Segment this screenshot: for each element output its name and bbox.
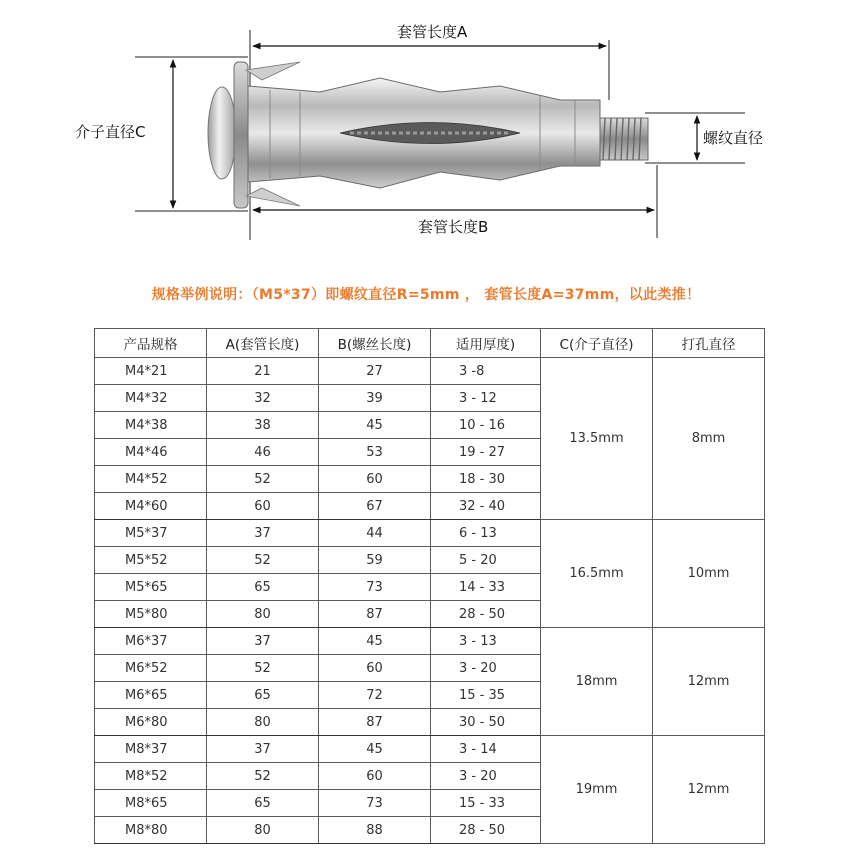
cell-spec: M4*60 — [95, 493, 207, 520]
cell-b: 88 — [319, 817, 431, 844]
cell-thickness: 5 - 20 — [431, 547, 541, 574]
cell-hole-diameter: 8mm — [653, 358, 765, 520]
label-sleeve-length-a: 套管长度A — [394, 23, 470, 41]
cell-spec: M6*37 — [95, 628, 207, 655]
label-sleeve-length-b: 套管长度B — [415, 218, 491, 236]
cell-spec: M4*52 — [95, 466, 207, 493]
header-a: A(套管长度) — [207, 329, 319, 358]
cell-thickness: 14 - 33 — [431, 574, 541, 601]
cell-thickness: 28 - 50 — [431, 817, 541, 844]
table-header-row — [95, 329, 765, 358]
cell-thickness: 3 - 20 — [431, 655, 541, 682]
cell-b: 44 — [319, 520, 431, 547]
spec-table — [94, 328, 765, 844]
table-row — [95, 358, 765, 385]
cell-b: 53 — [319, 439, 431, 466]
washer — [234, 62, 248, 208]
cell-a: 52 — [207, 547, 319, 574]
cell-thickness: 18 - 30 — [431, 466, 541, 493]
cell-b: 60 — [319, 655, 431, 682]
table-row — [95, 736, 765, 763]
cell-thickness: 19 - 27 — [431, 439, 541, 466]
cell-a: 38 — [207, 412, 319, 439]
cell-b: 45 — [319, 628, 431, 655]
cell-thickness: 15 - 33 — [431, 790, 541, 817]
cell-a: 60 — [207, 493, 319, 520]
cell-b: 45 — [319, 736, 431, 763]
cell-spec: M5*80 — [95, 601, 207, 628]
cell-b: 59 — [319, 547, 431, 574]
cell-a: 37 — [207, 736, 319, 763]
cell-thickness: 15 - 35 — [431, 682, 541, 709]
cell-thickness: 10 - 16 — [431, 412, 541, 439]
cell-a: 80 — [207, 601, 319, 628]
header-b: B(螺丝长度) — [319, 329, 431, 358]
cell-spec: M5*52 — [95, 547, 207, 574]
cell-a: 46 — [207, 439, 319, 466]
cell-b: 73 — [319, 574, 431, 601]
cell-b: 60 — [319, 466, 431, 493]
cell-c-diameter: 13.5mm — [541, 358, 653, 520]
cell-spec: M8*52 — [95, 763, 207, 790]
cell-spec: M8*65 — [95, 790, 207, 817]
cell-b: 45 — [319, 412, 431, 439]
cell-spec: M5*65 — [95, 574, 207, 601]
cell-spec: M8*37 — [95, 736, 207, 763]
spec-note: 规格举例说明：（M5*37）即螺纹直径R=5mm ， 套管长度A=37mm，以此类推！ — [151, 287, 701, 303]
cell-a: 80 — [207, 709, 319, 736]
cell-b: 73 — [319, 790, 431, 817]
cell-b: 60 — [319, 763, 431, 790]
cell-a: 65 — [207, 790, 319, 817]
header-thickness: 适用厚度) — [431, 329, 541, 358]
cell-b: 27 — [319, 358, 431, 385]
screw-head — [208, 87, 236, 179]
label-thread-diameter: 螺纹直径 — [700, 129, 766, 147]
cell-a: 21 — [207, 358, 319, 385]
cell-thickness: 3 - 13 — [431, 628, 541, 655]
cell-a: 32 — [207, 385, 319, 412]
cell-c-diameter: 19mm — [541, 736, 653, 844]
cell-b: 72 — [319, 682, 431, 709]
cell-spec: M6*52 — [95, 655, 207, 682]
cell-hole-diameter: 10mm — [653, 520, 765, 628]
cell-spec: M5*37 — [95, 520, 207, 547]
cell-thickness: 3 - 14 — [431, 736, 541, 763]
cell-b: 87 — [319, 601, 431, 628]
cell-b: 39 — [319, 385, 431, 412]
cell-c-diameter: 18mm — [541, 628, 653, 736]
cell-a: 52 — [207, 466, 319, 493]
cell-spec: M6*80 — [95, 709, 207, 736]
cell-c-diameter: 16.5mm — [541, 520, 653, 628]
cell-a: 37 — [207, 520, 319, 547]
cell-spec: M8*80 — [95, 817, 207, 844]
cell-b: 87 — [319, 709, 431, 736]
cell-spec: M6*65 — [95, 682, 207, 709]
cell-thickness: 3 - 12 — [431, 385, 541, 412]
cell-a: 52 — [207, 655, 319, 682]
header-c: C(介子直径) — [541, 329, 653, 358]
cell-hole-diameter: 12mm — [653, 736, 765, 844]
cell-thickness: 3 -8 — [431, 358, 541, 385]
cell-thickness: 6 - 13 — [431, 520, 541, 547]
cell-a: 37 — [207, 628, 319, 655]
cell-spec: M4*38 — [95, 412, 207, 439]
table-row — [95, 628, 765, 655]
cell-thickness: 30 - 50 — [431, 709, 541, 736]
cell-hole-diameter: 12mm — [653, 628, 765, 736]
cell-a: 80 — [207, 817, 319, 844]
cell-spec: M4*21 — [95, 358, 207, 385]
cell-a: 65 — [207, 574, 319, 601]
cell-thickness: 28 - 50 — [431, 601, 541, 628]
cell-thickness: 32 - 40 — [431, 493, 541, 520]
cell-spec: M4*32 — [95, 385, 207, 412]
cell-thickness: 3 - 20 — [431, 763, 541, 790]
anchor-diagram — [0, 0, 852, 250]
cell-a: 65 — [207, 682, 319, 709]
table-body — [95, 358, 765, 844]
header-hole: 打孔直径 — [653, 329, 765, 358]
cell-b: 67 — [319, 493, 431, 520]
header-spec: 产品规格 — [95, 329, 207, 358]
label-washer-diameter-c: 介子直径C — [72, 123, 148, 141]
table-row — [95, 520, 765, 547]
cell-spec: M4*46 — [95, 439, 207, 466]
cell-a: 52 — [207, 763, 319, 790]
